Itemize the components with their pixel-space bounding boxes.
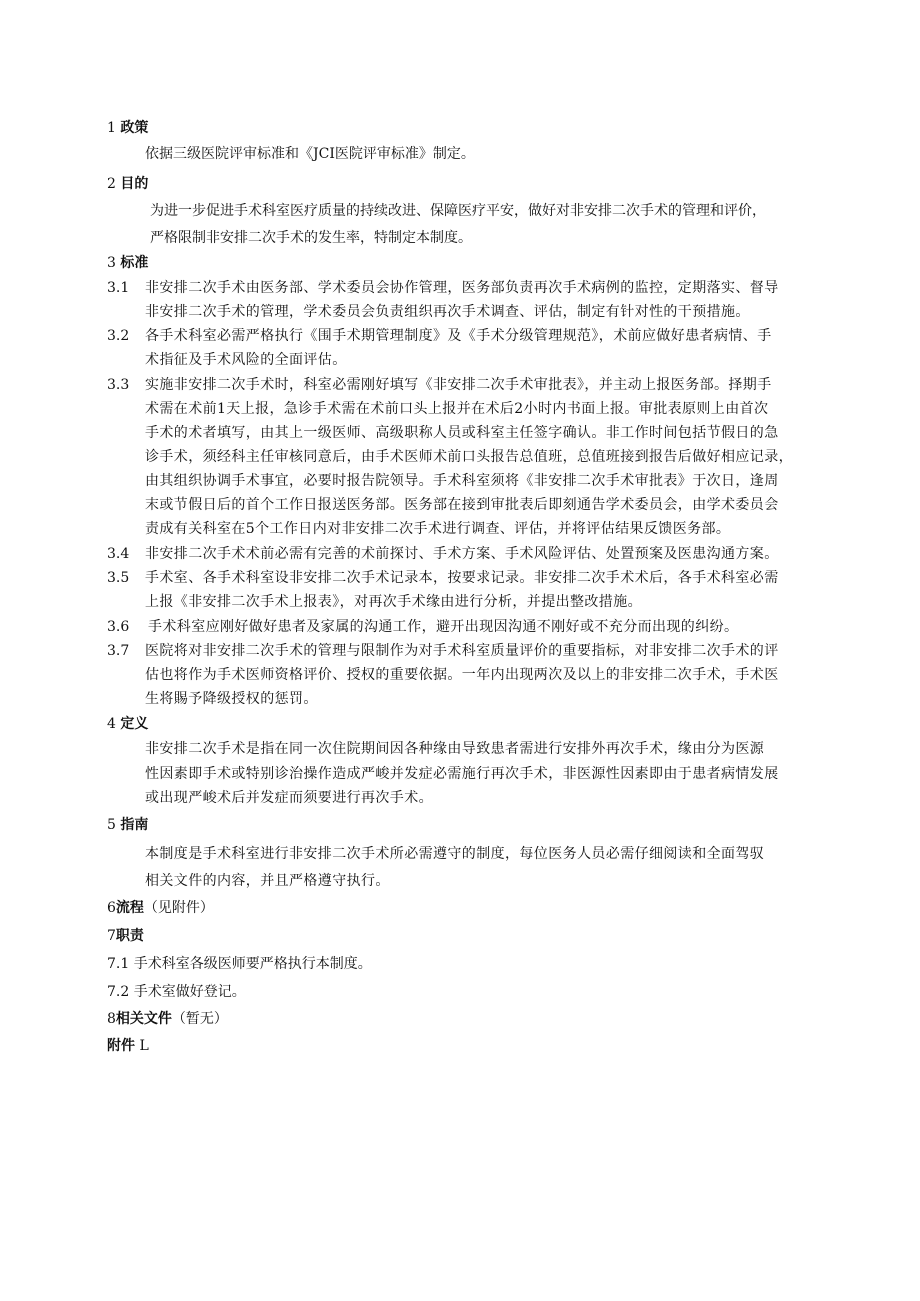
item-3-3-line: 责成有关科室在5个工作日内对非安排二次手术进行调查、评估，并将评估结果反馈医务部。 (145, 521, 731, 537)
item-7-2: 7.2 手术室做好登记。 (107, 984, 246, 1000)
item-3-7-number: 3.7 (107, 643, 130, 659)
section-4-heading: 4 定义 (107, 716, 149, 732)
item-3-2-number: 3.2 (107, 328, 130, 344)
section-7-heading: 7职责 (107, 928, 144, 944)
item-3-6-line: 手术科室应刚好做好患者及家属的沟通工作，避开出现因沟通不刚好或不充分而出现的纠纷。 (148, 619, 739, 635)
section-5-body-line: 相关文件的内容，并且严格遵守执行。 (145, 873, 390, 889)
section-2-body-line: 为进一步促进手术科室医疗质量的持续改进、保障医疗平安，做好对非安排二次手术的管理和评价， (150, 203, 766, 219)
item-3-1-number: 3.1 (107, 280, 130, 296)
item-3-4-number: 3.4 (107, 546, 130, 562)
section-1-body: 依据三级医院评审标准和《JCI医院评审标准》制定。 (145, 146, 475, 162)
section-6-heading: 6流程（见附件） (107, 900, 214, 916)
section-1-heading: 1 政策 (107, 120, 149, 136)
attachment-label: 附件 L (107, 1038, 149, 1054)
section-8-heading: 8相关文件（暂无） (107, 1011, 228, 1027)
section-4-body-line: 或出现严峻术后并发症而须要进行再次手术。 (145, 790, 433, 806)
item-3-7-line: 生将賜予降级授权的惩罚。 (145, 691, 318, 707)
item-3-3-line: 由其组织协调手术事宜，必要时报告院领导。手术科室须将《非安排二次手术审批表》于次日，逢周 (145, 473, 779, 489)
section-3-heading: 3 标准 (107, 255, 149, 271)
item-3-3-line: 实施非安排二次手术时，科室必需刚好填写《非安排二次手术审批表》，并主动上报医务部。择期手 (145, 377, 772, 393)
section-5-body-line: 本制度是手术科室进行非安排二次手术所必需遵守的制度，每位医务人员必需仔细阅读和全面驾驭 (145, 846, 765, 862)
section-4-body-line: 性因素即手术或特别诊治操作造成严峻并发症必需施行再次手术，非医源性因素即由于患者病情发展 (145, 766, 779, 782)
section-4-body-line: 非安排二次手术是指在同一次住院期间因各种缘由导致患者需进行安排外再次手术，缘由分为医源 (145, 741, 765, 757)
item-3-5-line: 手术室、各手术科室设非安排二次手术记录本，按要求记录。非安排二次手术术后，各手术科室必需 (145, 570, 779, 586)
item-3-7-line: 估也将作为手术医师资格评价、授权的重要依据。一年内出现两次及以上的非安排二次手术，手术医 (145, 667, 779, 683)
item-3-7-line: 医院将对非安排二次手术的管理与限制作为对手术科室质量评价的重要指标，对非安排二次手术的评 (145, 643, 779, 659)
item-3-5-number: 3.5 (107, 570, 130, 586)
item-3-3-line: 术需在术前1天上报，急诊手术需在术前口头上报并在术后2小时内书面上报。审批表原则上由首次 (145, 401, 769, 417)
item-3-3-line: 诊手术，须经科主任审核同意后，由手术医师术前口头报告总值班，总值班接到报告后做好相应记录， (145, 449, 793, 465)
item-3-3-line: 末或节假日后的首个工作日报送医务部。医务部在接到审批表后即刻通告学术委员会，由学术委员会 (145, 497, 779, 513)
section-5-heading: 5 指南 (107, 817, 149, 833)
section-2-body-line: 严格限制非安排二次手术的发生率，特制定本制度。 (150, 230, 472, 246)
item-3-3-number: 3.3 (107, 377, 130, 393)
item-3-3-line: 手术的术者填写，由其上一级医师、高级职称人员或科室主任签字确认。非工作时间包括节假日的急 (145, 425, 779, 441)
section-2-heading: 2 目的 (107, 176, 149, 192)
item-3-2-line: 各手术科室必需严格执行《围手术期管理制度》及《手术分级管理规范》，术前应做好患者病情、手 (145, 328, 772, 344)
item-3-6-number: 3.6 (107, 619, 130, 635)
item-3-1-line: 非安排二次手术的管理，学术委员会负责组织再次手术调查、评估，制定有针对性的干预措施。 (145, 304, 750, 320)
item-3-4-line: 非安排二次手术术前必需有完善的术前探讨、手术方案、手术风险评估、处置预案及医患沟通方案。 (145, 546, 779, 562)
item-3-2-line: 术指征及手术风险的全面评估。 (145, 352, 347, 368)
item-3-5-line: 上报《非安排二次手术上报表》，对再次手术缘由进行分析，并提出整改措施。 (145, 594, 642, 610)
item-3-1-line: 非安排二次手术由医务部、学术委员会协作管理，医务部负责再次手术病例的监控，定期落实、督导 (145, 280, 779, 296)
item-7-1: 7.1 手术科室各级医师要严格执行本制度。 (107, 956, 372, 972)
